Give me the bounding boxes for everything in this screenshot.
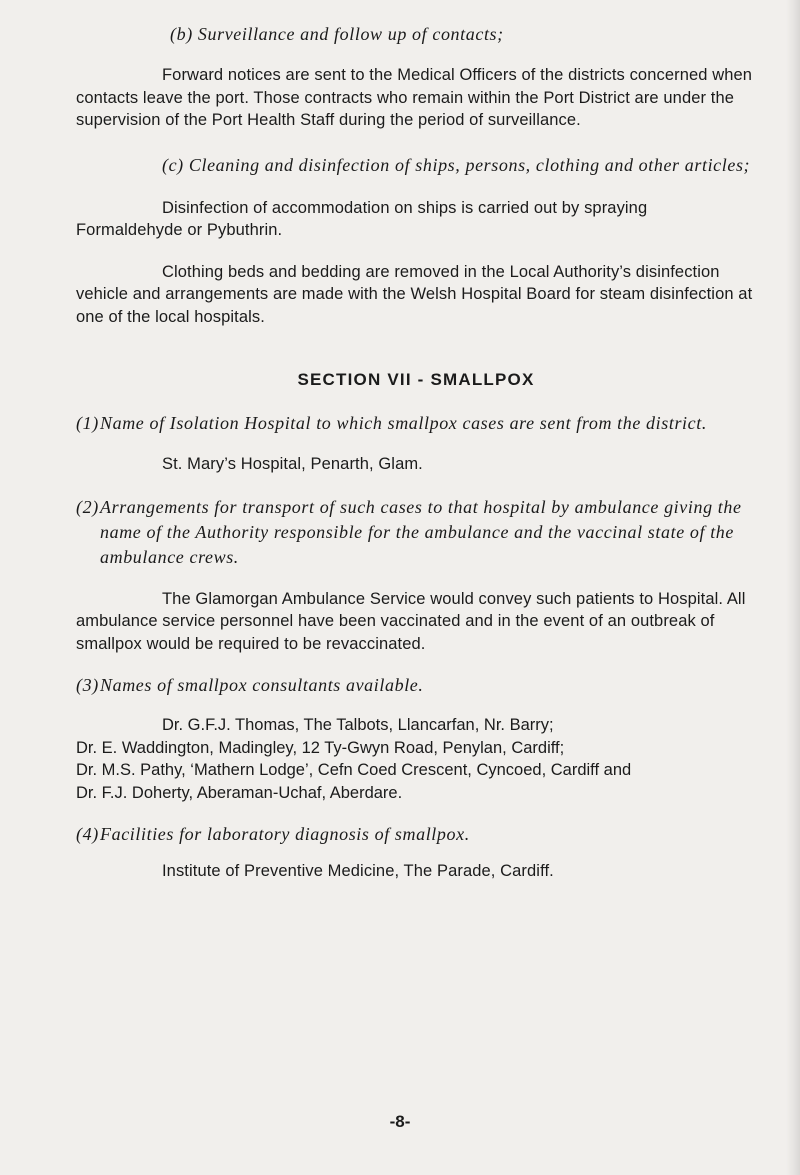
item-2-number: (2) (76, 496, 99, 517)
paragraph-disinfection: Disinfection of accommodation on ships is carried out by spraying Formaldehyde or Pybuthrin. (76, 198, 648, 239)
item-1-heading-text: Name of Isolation Hospital to which smallpox cases are sent from the district. (100, 413, 707, 433)
subhead-b: (b) Surveillance and follow up of contacts; (170, 24, 504, 44)
item-4-heading-text: Facilities for laboratory diagnosis of smallpox. (100, 824, 470, 844)
page-number: -8- (389, 1112, 411, 1131)
item-2-heading-text: Arrangements for transport of such cases to that hospital by ambulance giving the name of the Authority responsible for the ambulance and the vaccinal state of the ambulance crews. (100, 496, 742, 567)
item-2-answer: The Glamorgan Ambulance Service would convey such patients to Hospital. All ambulance service personnel have been vaccinated and in the event of an outbreak of smallpox would be required to be revaccinated. (76, 589, 746, 653)
item-3-number: (3) (76, 675, 99, 695)
consultant-item: Dr. G.F.J. Thomas, The Talbots, Llancarfan, Nr. Barry; (162, 716, 554, 734)
consultant-item: Dr. F.J. Doherty, Aberaman-Uchaf, Aberdare. (76, 783, 403, 802)
item-1-heading (76, 411, 756, 436)
consultant-list (76, 714, 756, 804)
item-2-heading (76, 495, 756, 570)
consultant-item: Dr. M.S. Pathy, ‘Mathern Lodge’, Cefn Coed Crescent, Cyncoed, Cardiff and (76, 761, 632, 779)
item-4-number: (4) (76, 824, 99, 844)
document-page (76, 22, 756, 883)
section-title: SECTION VII - SMALLPOX (297, 370, 535, 389)
paragraph-forward-notices: Forward notices are sent to the Medical Officers of the districts concerned when contacts leave the port. Those contracts who remain within the Port District are under the supervision of the Port Health Staff during the period of surveillance. (76, 66, 753, 129)
item-4-heading (76, 822, 756, 847)
item-4-answer: Institute of Preventive Medicine, The Parade, Cardiff. (162, 862, 554, 880)
subhead-c: (c) Cleaning and disinfection of ships, persons, clothing and other articles; (162, 154, 751, 175)
consultant-item: Dr. E. Waddington, Madingley, 12 Ty-Gwyn Road, Penylan, Cardiff; (76, 738, 565, 757)
item-3-heading (76, 673, 756, 698)
item-1-number: (1) (76, 413, 99, 433)
paragraph-clothing: Clothing beds and bedding are removed in the Local Authority’s disinfection vehicle and arrangements are made with the Welsh Hospital Board for steam disinfection at one of the local hospitals. (76, 262, 753, 326)
page-edge-shadow (786, 0, 800, 1175)
item-3-heading-text: Names of smallpox consultants available. (100, 675, 424, 695)
item-1-answer: St. Mary’s Hospital, Penarth, Glam. (162, 455, 423, 473)
